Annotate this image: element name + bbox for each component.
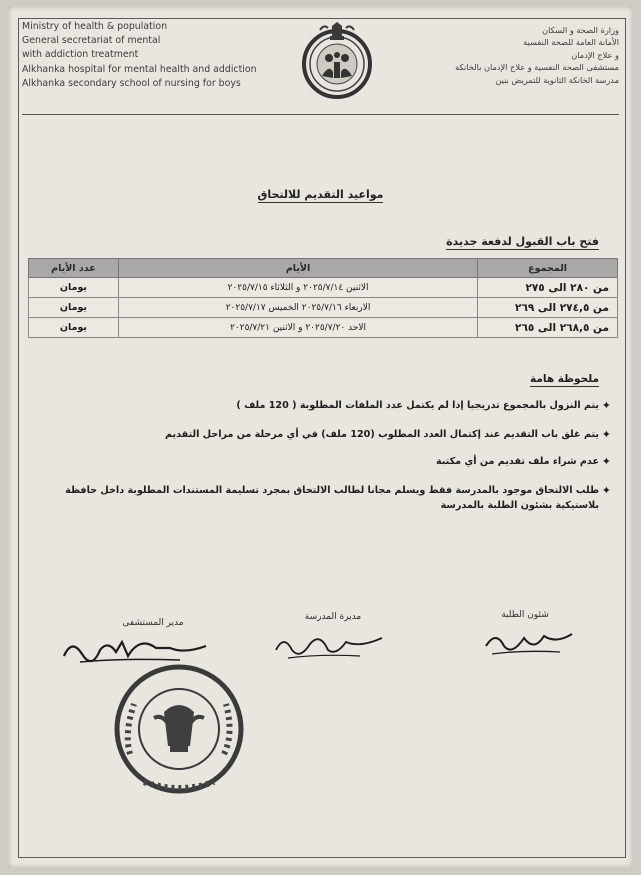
day-count-cell: يومان <box>29 318 119 338</box>
note-text: يتم النزول بالمجموع تدريجيا إذا لم يكتمل عدد الملفات المطلوبة ( 120 ملف ) <box>236 400 599 411</box>
list-item <box>33 483 611 513</box>
header-en-line: General secretariat of mental <box>22 35 161 47</box>
days-cell: الاحد ٢٠٢٥/٧/٢٠ و الاثنين ٢٠٢٥/٧/٢١ <box>118 318 477 338</box>
score-range-cell: من ٢٨٠ الى ٢٧٥ <box>478 278 618 298</box>
student-affairs-signature-icon <box>478 624 578 664</box>
days-cell: الاثنين ٢٠٢٥/٧/١٤ و الثلاثاء ٢٠٢٥/٧/١٥ <box>118 278 477 298</box>
header-ar-line: و علاج الإدمان <box>571 49 619 60</box>
header-ar-line: وزارة الصحة و السكان <box>542 25 619 35</box>
column-header: المجموع <box>478 259 618 278</box>
header-en-line: Alkhanka hospital for mental health and addiction <box>22 63 257 75</box>
diamond-bullet-icon: ✦ <box>601 484 611 497</box>
list-item <box>33 398 611 413</box>
diamond-bullet-icon: ✦ <box>601 428 611 441</box>
notes-heading: ملحوظة هامة <box>530 373 599 385</box>
table-row <box>29 278 618 298</box>
diamond-bullet-icon: ✦ <box>601 455 611 468</box>
note-text: طلب الالتحاق موجود بالمدرسة فقط ويسلم مجانا لطالب الالتحاق بمجرد تسليمة المستندات المطلوبة داخل حافظة بلاستيكية بشئون الطلبة بالمدرسة <box>65 485 599 511</box>
school-director-signature-icon <box>270 626 390 666</box>
header-en-line: with addiction treatment <box>22 49 139 61</box>
header-ar-line: مدرسة الخانكة الثانوية للتمريض بنين <box>495 74 619 85</box>
score-range-cell: من ٢٦٨,٥ الى ٢٦٥ <box>478 318 618 338</box>
document-page <box>8 6 633 868</box>
note-text: يتم غلق باب التقديم عند إكتمال العدد المطلوب (120 ملف) في أي مرحلة من مراحل التقديم <box>165 429 599 440</box>
header-ar-line: مستشفى الصحة النفسية و علاج الإدمان بالخانكة <box>455 62 619 73</box>
header-en-line: Alkhanka secondary school of nursing for boys <box>22 77 241 89</box>
section-heading: فتح باب القبول لدفعة جديدة <box>446 235 599 248</box>
table-row <box>29 318 618 338</box>
table-header-row <box>29 259 618 278</box>
days-cell: الاربعاء ٢٠٢٥/٧/١٦ الخميس ٢٠٢٥/٧/١٧ <box>118 298 477 318</box>
header-ar-line: الأمانة العامة للصحة النفسية <box>523 37 619 48</box>
note-text: عدم شراء ملف تقديم من أي مكتبة <box>435 456 599 467</box>
table-row <box>29 298 618 318</box>
day-count-cell: يومان <box>29 278 119 298</box>
schedule-table <box>28 258 618 338</box>
document-title: مواعيد التقديم للالتحاق <box>257 188 384 201</box>
header-arabic <box>359 24 619 86</box>
header-divider <box>22 114 619 115</box>
list-item <box>33 427 611 442</box>
official-stamp-icon <box>104 654 254 804</box>
diamond-bullet-icon: ✦ <box>601 399 611 412</box>
student-affairs-label: شئون الطلبة <box>501 610 549 620</box>
list-item <box>33 454 611 469</box>
header-en-line: Ministry of health & population <box>22 21 168 32</box>
day-count-cell: يومان <box>29 298 119 318</box>
column-header: الأيام <box>118 259 477 278</box>
notes-list <box>33 398 611 527</box>
column-header: عدد الأيام <box>29 259 119 278</box>
hospital-director-label: مدير المستشفى <box>122 618 184 628</box>
school-director-label: مديرة المدرسة <box>304 612 362 622</box>
score-range-cell: من ٢٧٤,٥ الى ٢٦٩ <box>478 298 618 318</box>
header-english <box>22 20 302 91</box>
